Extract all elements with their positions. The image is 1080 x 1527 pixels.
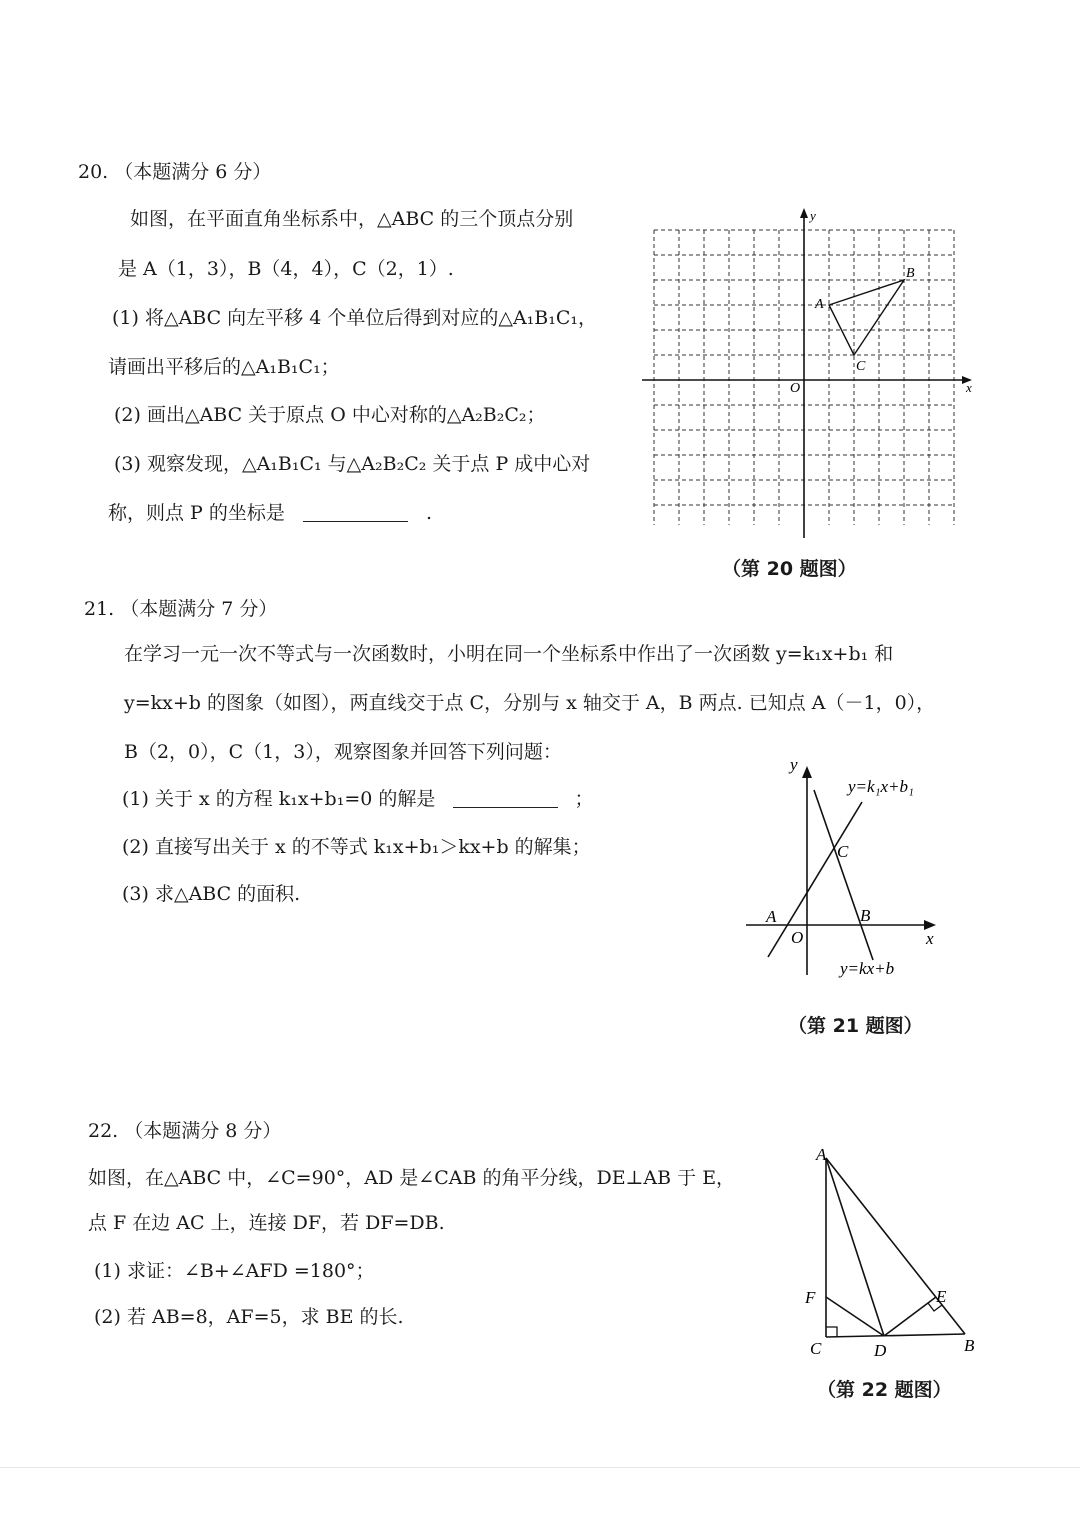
q21-line2-label: y=kx+b <box>840 959 895 978</box>
q20-part3-end: . <box>425 502 433 524</box>
q21-label-a: A <box>766 907 777 926</box>
q22-right-angle-c <box>826 1327 837 1337</box>
q20-part3-b-text: 称，则点 P 的坐标是 <box>108 502 285 524</box>
q20-figure-caption: （第 20 题图） <box>722 558 857 580</box>
q20-y-label: y <box>810 208 816 223</box>
q22-figure <box>800 1138 990 1363</box>
q21-figure <box>740 750 960 985</box>
q20-line2: 是 A（1，3），B（4，4），C（2，1）. <box>118 258 454 280</box>
q20-part1-b: 请画出平移后的△A₁B₁C₁； <box>108 356 340 378</box>
q21-line-kx-b <box>814 790 873 960</box>
q20-label-b: B <box>906 266 915 281</box>
q20-x-label: x <box>966 380 972 395</box>
q21-part1-end: ； <box>574 788 594 810</box>
q22-label-d: D <box>874 1341 887 1360</box>
q22-label-c: C <box>810 1339 822 1358</box>
q22-side-cb <box>826 1334 965 1337</box>
q20-y-arrow <box>800 208 808 218</box>
q22-line1: 如图，在△ABC 中，∠C=90°，AD 是∠CAB 的角平分线，DE⊥AB 于 E， <box>88 1167 736 1189</box>
page-footer-divider <box>0 1467 1080 1468</box>
q21-y-label: y <box>790 755 798 774</box>
q20-line1: 如图，在平面直角坐标系中，△ABC 的三个顶点分别 <box>130 208 574 230</box>
q20-label-c: C <box>856 359 866 374</box>
q21-label-b: B <box>860 906 871 925</box>
q22-label-a: A <box>816 1145 827 1164</box>
q20-part1-a: (1) 将△ABC 向左平移 4 个单位后得到对应的△A₁B₁C₁， <box>112 307 598 329</box>
q21-figure-caption: （第 21 题图） <box>788 1015 923 1037</box>
q21-line1-label: y=k₁x+b₁ <box>848 777 914 796</box>
q22-label-e: E <box>936 1287 947 1306</box>
q20-figure <box>640 205 980 545</box>
q20-part3-b <box>108 504 432 523</box>
q22-figure-caption: （第 22 题图） <box>817 1379 952 1401</box>
q20-part2: (2) 画出△ABC 关于原点 O 中心对称的△A₂B₂C₂； <box>114 404 546 426</box>
q20-answer-blank[interactable] <box>303 521 408 522</box>
q21-line-k1x-b1 <box>768 802 862 957</box>
q20-triangle-abc <box>829 280 904 355</box>
q20-origin-label: O <box>790 381 801 396</box>
q21-part1-text: (1) 关于 x 的方程 k₁x+b₁=0 的解是 <box>122 788 436 810</box>
q21-line1: 在学习一元一次不等式与一次函数时，小明在同一个坐标系中作出了一次函数 y=k₁x+b₁ 和 <box>124 643 894 665</box>
q22-label-b: B <box>964 1336 975 1355</box>
q22-heading: 22. （本题满分 8 分） <box>88 1120 282 1142</box>
q20-label-a: A <box>815 297 824 312</box>
q22-line2: 点 F 在边 AC 上，连接 DF，若 DF=DB. <box>88 1212 445 1234</box>
q21-origin-label: O <box>791 928 804 947</box>
q22-part1: (1) 求证：∠B+∠AFD =180°； <box>94 1260 375 1282</box>
q21-heading: 21. （本题满分 7 分） <box>84 598 278 620</box>
q20-axes <box>642 208 972 538</box>
q21-label-c: C <box>837 842 849 861</box>
q21-answer-blank[interactable] <box>453 807 558 808</box>
q21-part2: (2) 直接写出关于 x 的不等式 k₁x+b₁＞kx+b 的解集； <box>122 836 591 858</box>
q21-y-arrow <box>802 766 812 778</box>
q22-segment-df <box>826 1297 884 1336</box>
q22-segment-de <box>884 1297 936 1336</box>
q20-part3-a: (3) 观察发现，△A₁B₁C₁ 与△A₂B₂C₂ 关于点 P 成中心对 <box>114 453 591 475</box>
q20-heading: 20. （本题满分 6 分） <box>78 161 272 183</box>
q22-label-f: F <box>805 1288 816 1307</box>
q21-part3: (3) 求△ABC 的面积. <box>122 883 301 905</box>
q21-line2: y=kx+b 的图象（如图），两直线交于点 C，分别与 x 轴交于 A，B 两点. 已知点 A（－1，0）， <box>124 692 936 714</box>
q21-part1 <box>122 790 594 809</box>
q22-side-ab <box>826 1158 965 1334</box>
q22-segment-ad <box>826 1158 884 1336</box>
q22-part2: (2) 若 AB=8，AF=5，求 BE 的长. <box>94 1306 404 1328</box>
q21-x-label: x <box>926 929 934 948</box>
q21-line3: B（2，0），C（1，3），观察图象并回答下列问题： <box>124 741 562 763</box>
